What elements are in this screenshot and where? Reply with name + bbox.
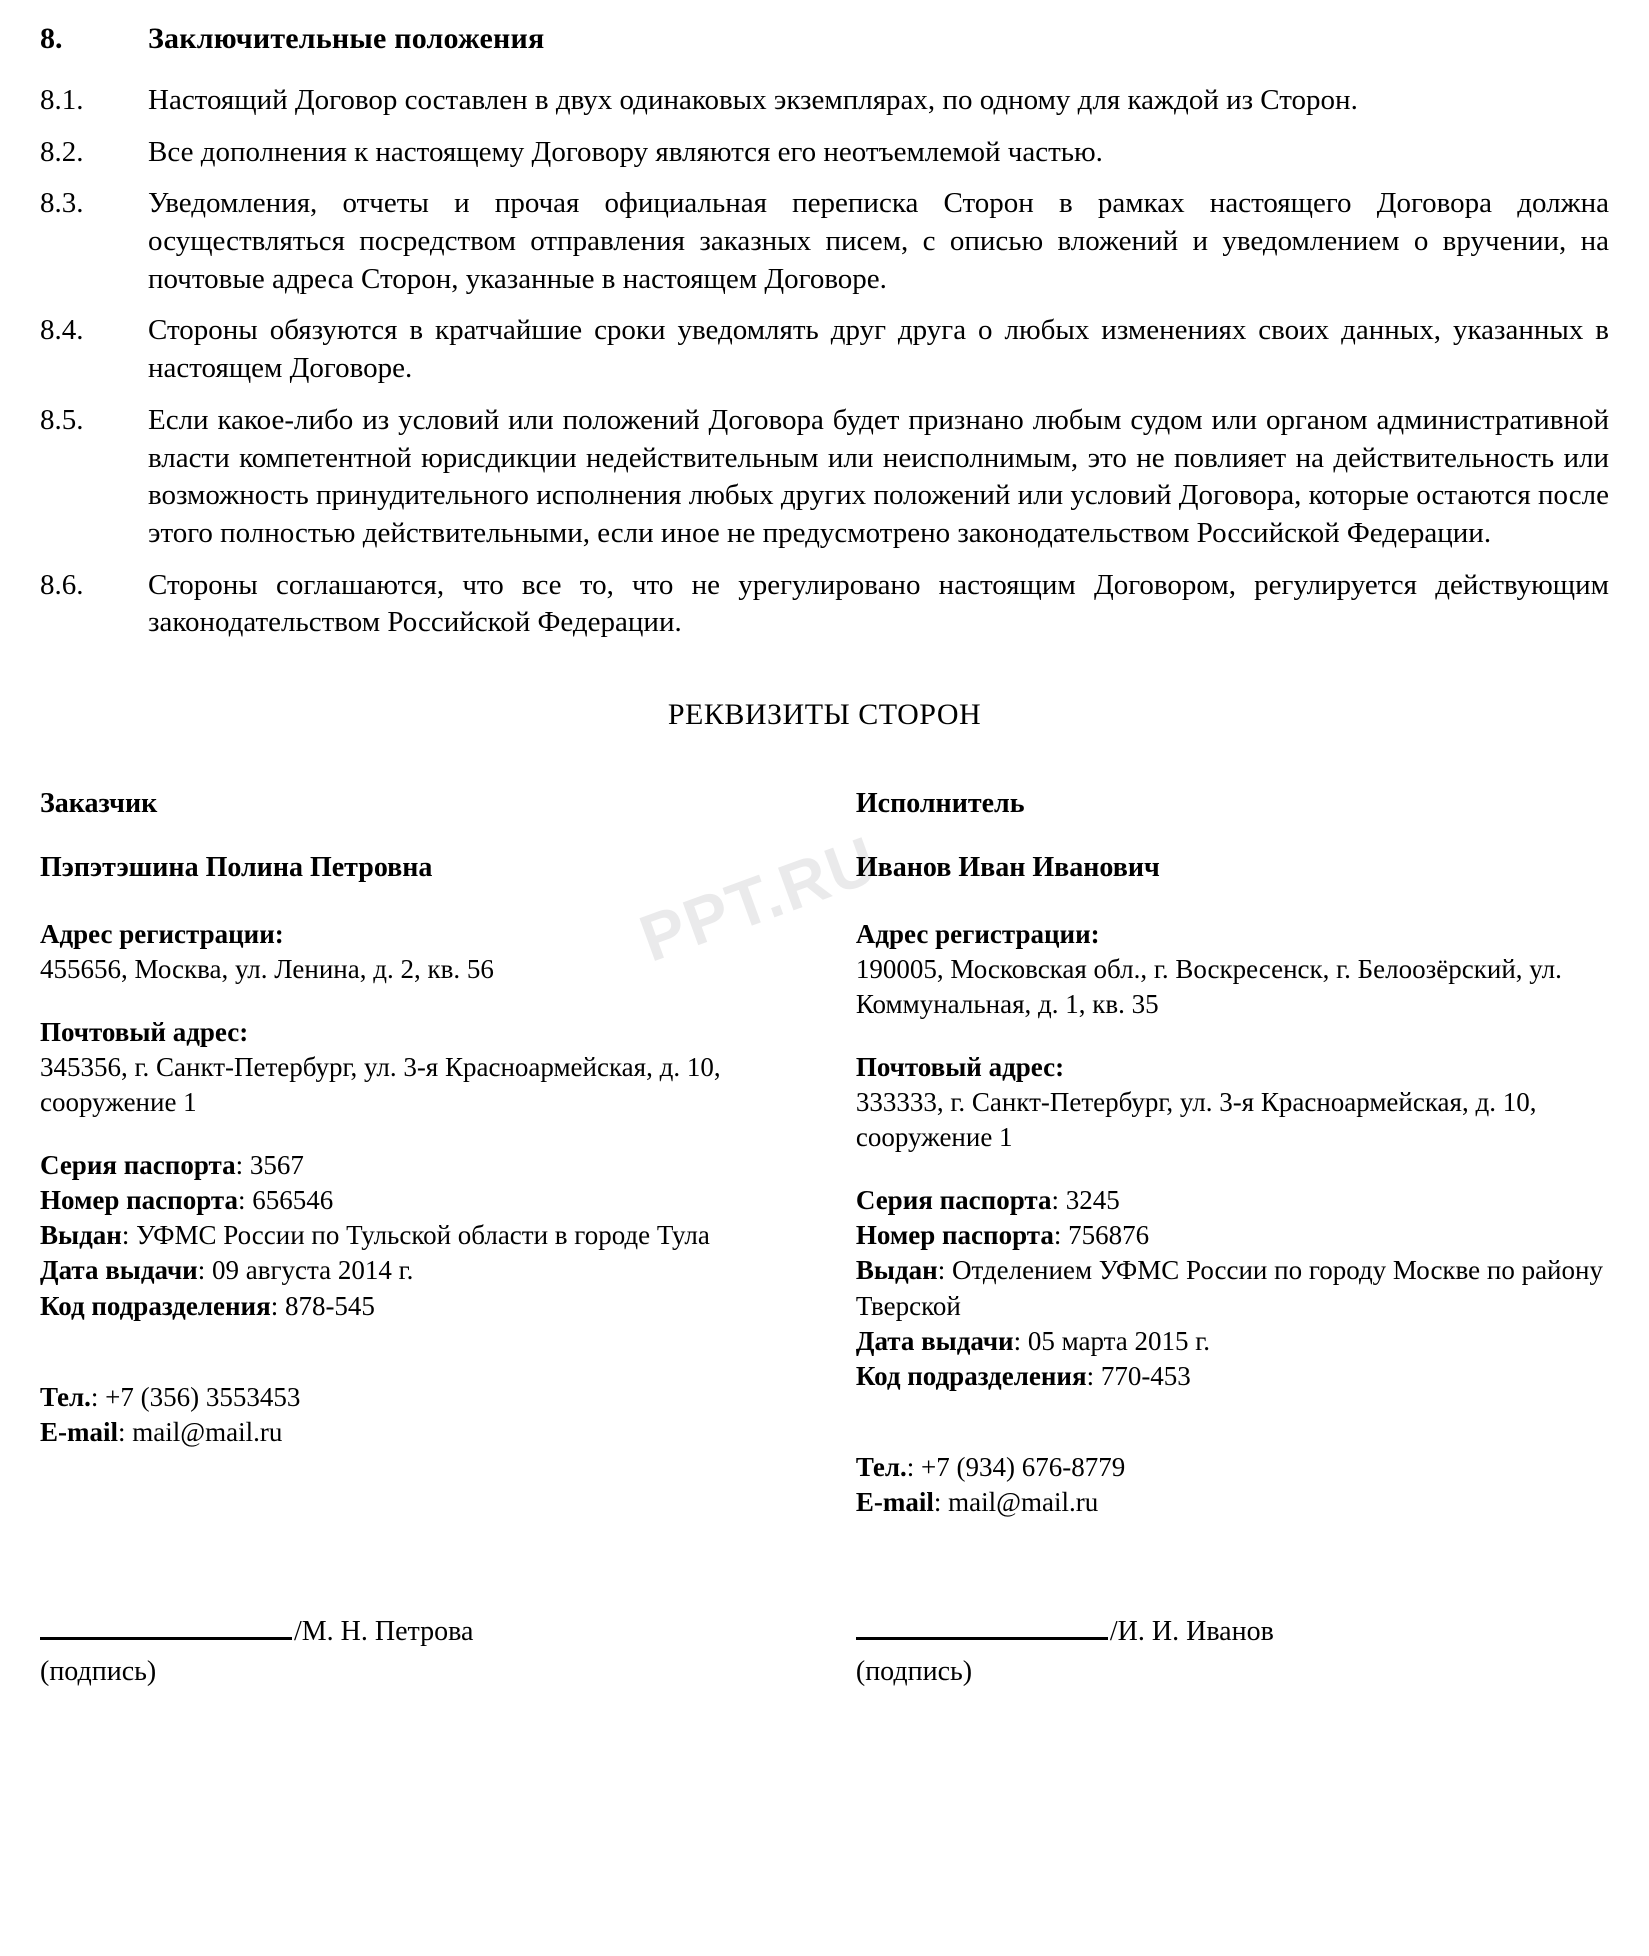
phone-row xyxy=(856,1450,1609,1485)
passport-number-row xyxy=(40,1183,826,1218)
department-code-label: Код подразделения xyxy=(855,1360,1087,1391)
signature-caption: (подпись) xyxy=(855,1656,973,1688)
party-role: Заказчик xyxy=(40,787,158,819)
signature-block-customer xyxy=(40,1616,856,1688)
postal-address-label: Почтовый адрес: xyxy=(855,1052,1065,1082)
department-code-value: : 878-545 xyxy=(270,1290,375,1321)
clause-8-1 xyxy=(40,82,1609,120)
email-value: : mail@mail.ru xyxy=(933,1486,1099,1517)
postal-address-value: 345356, г. Санкт-Петербург, ул. 3-я Красноармейская, д. 10, сооружение 1 xyxy=(40,1052,721,1118)
passport-number-value: : 656546 xyxy=(237,1185,334,1216)
passport-number-value: : 756876 xyxy=(1053,1220,1150,1251)
phone-label: Тел. xyxy=(40,1381,91,1412)
clause-8-2 xyxy=(40,134,1609,172)
passport-number-label: Номер паспорта xyxy=(855,1220,1054,1251)
email-value: : mail@mail.ru xyxy=(118,1416,283,1447)
section-number: 8. xyxy=(40,22,63,55)
email-label: E-mail xyxy=(855,1486,934,1517)
parties-container xyxy=(40,786,1609,1520)
signature-caption: (подпись) xyxy=(40,1656,157,1688)
email-label: E-mail xyxy=(40,1416,118,1447)
clause-8-5 xyxy=(40,402,1609,553)
postal-address-block xyxy=(40,1015,826,1120)
phone-row xyxy=(40,1380,826,1415)
passport-issue-date-label: Дата выдачи xyxy=(40,1255,198,1286)
passport-issue-date-row xyxy=(40,1253,826,1288)
party-name: Иванов Иван Иванович xyxy=(855,852,1160,884)
clause-8-4 xyxy=(40,312,1609,387)
signatures-container xyxy=(40,1616,1609,1688)
signature-line xyxy=(856,1616,1609,1648)
passport-number-label: Номер паспорта xyxy=(40,1185,238,1216)
department-code-row xyxy=(40,1289,826,1324)
postal-address-value: 333333, г. Санкт-Петербург, ул. 3-я Красноармейская, д. 10, сооружение 1 xyxy=(855,1087,1537,1153)
section-heading xyxy=(40,22,1609,56)
signature-name: /М. Н. Петрова xyxy=(294,1616,474,1648)
passport-issue-date-value: : 05 марта 2015 г. xyxy=(1013,1325,1211,1356)
ppt-ru-watermark: PPT.RU xyxy=(630,821,888,976)
party-role: Исполнитель xyxy=(855,787,1025,819)
passport-issue-date-value: : 09 августа 2014 г. xyxy=(197,1255,414,1286)
contact-fields xyxy=(40,1380,826,1450)
phone-value: : +7 (934) 676-8779 xyxy=(906,1451,1126,1482)
clause-8-3 xyxy=(40,185,1609,298)
passport-series-value: : 3567 xyxy=(235,1150,304,1181)
party-customer xyxy=(40,786,856,1520)
passport-series-row xyxy=(40,1148,826,1183)
clause-number: 8.6. xyxy=(40,568,84,601)
passport-series-value: : 3245 xyxy=(1051,1185,1120,1216)
clause-text: Настоящий Договор составлен в двух одинаковых экземплярах, по одному для каждой из Сторон. xyxy=(148,84,1358,116)
clause-number: 8.5. xyxy=(40,403,84,436)
postal-address-label: Почтовый адрес: xyxy=(40,1016,249,1047)
clause-text: Уведомления, отчеты и прочая официальная переписка Сторон в рамках настоящего Договора должна осуществляться посредством отправления заказных писем, с описью вложений и уведомлением о вручении, на почтовые адреса Сторон, указанные в настоящем Договоре. xyxy=(148,187,1609,295)
passport-issued-value: : Отделением УФМС России по городу Москве по району Тверской xyxy=(855,1255,1603,1321)
passport-series-label: Серия паспорта xyxy=(855,1185,1052,1216)
email-row xyxy=(856,1485,1609,1520)
department-code-row xyxy=(856,1359,1609,1394)
passport-issued-row xyxy=(40,1218,826,1253)
contact-spacer xyxy=(40,1324,826,1380)
registration-address-label: Адрес регистрации: xyxy=(40,918,284,949)
party-contractor xyxy=(856,786,1609,1520)
department-code-label: Код подразделения xyxy=(40,1290,271,1321)
phone-label: Тел. xyxy=(855,1451,907,1482)
clause-number: 8.1. xyxy=(40,84,84,116)
registration-address-block xyxy=(856,917,1609,1022)
clause-number: 8.4. xyxy=(40,314,84,347)
contact-fields xyxy=(856,1450,1609,1520)
registration-address-value: 455656, Москва, ул. Ленина, д. 2, кв. 56 xyxy=(40,953,494,984)
clause-text: Стороны обязуются в кратчайшие сроки уведомлять друг друга о любых изменениях своих данных, указанных в настоящем Договоре. xyxy=(148,314,1609,385)
passport-number-row xyxy=(856,1218,1609,1253)
signature-block-contractor xyxy=(856,1616,1609,1688)
email-row xyxy=(40,1415,826,1450)
passport-issued-value: : УФМС России по Тульской области в городе Тула xyxy=(121,1220,710,1251)
department-code-value: : 770-453 xyxy=(1086,1360,1191,1391)
clause-text: Все дополнения к настоящему Договору являются его неотъемлемой частью. xyxy=(148,135,1103,168)
postal-address-block xyxy=(856,1050,1609,1155)
signature-line xyxy=(40,1616,826,1648)
passport-fields xyxy=(40,1148,826,1323)
clause-number: 8.2. xyxy=(40,135,84,168)
clause-text: Стороны соглашаются, что все то, что не урегулировано настоящим Договором, регулируется действующим законодательством Российской Федерации. xyxy=(148,568,1609,639)
passport-fields xyxy=(856,1183,1609,1394)
passport-issue-date-label: Дата выдачи xyxy=(855,1325,1014,1356)
clause-text: Если какое-либо из условий или положений Договора будет признано любым судом или органом административной власти компетентной юрисдикции недействительным или неисполнимым, это не повлияет на действительность или возможность принудительного исполнения любых других положений или условий Договора, которые остаются после этого полностью действительными, если иное не предусмотрено законодательством Российской Федерации. xyxy=(148,403,1609,549)
phone-value: : +7 (356) 3553453 xyxy=(90,1381,301,1412)
requisites-title: РЕКВИЗИТЫ СТОРОН xyxy=(667,697,982,731)
signature-rule xyxy=(40,1636,292,1640)
section-title: Заключительные положения xyxy=(148,22,545,55)
registration-address-value: 190005, Московская обл., г. Воскресенск, г. Белоозёрский, ул. Коммунальная, д. 1, кв. 35 xyxy=(855,953,1562,1019)
registration-address-label: Адрес регистрации: xyxy=(855,918,1100,949)
passport-issue-date-row xyxy=(856,1324,1609,1359)
document-content xyxy=(40,22,1609,1688)
passport-series-row xyxy=(856,1183,1609,1218)
clause-8-6 xyxy=(40,567,1609,642)
signature-name: /И. И. Иванов xyxy=(1109,1616,1274,1648)
passport-issued-label: Выдан xyxy=(855,1255,938,1286)
passport-issued-label: Выдан xyxy=(40,1220,122,1251)
registration-address-block xyxy=(40,917,826,987)
clause-number: 8.3. xyxy=(40,187,84,220)
party-name: Пэпэтэшина Полина Петровна xyxy=(40,852,433,884)
passport-issued-row xyxy=(856,1253,1609,1323)
signature-rule xyxy=(856,1636,1108,1640)
contact-spacer xyxy=(856,1394,1609,1450)
passport-series-label: Серия паспорта xyxy=(40,1150,236,1181)
